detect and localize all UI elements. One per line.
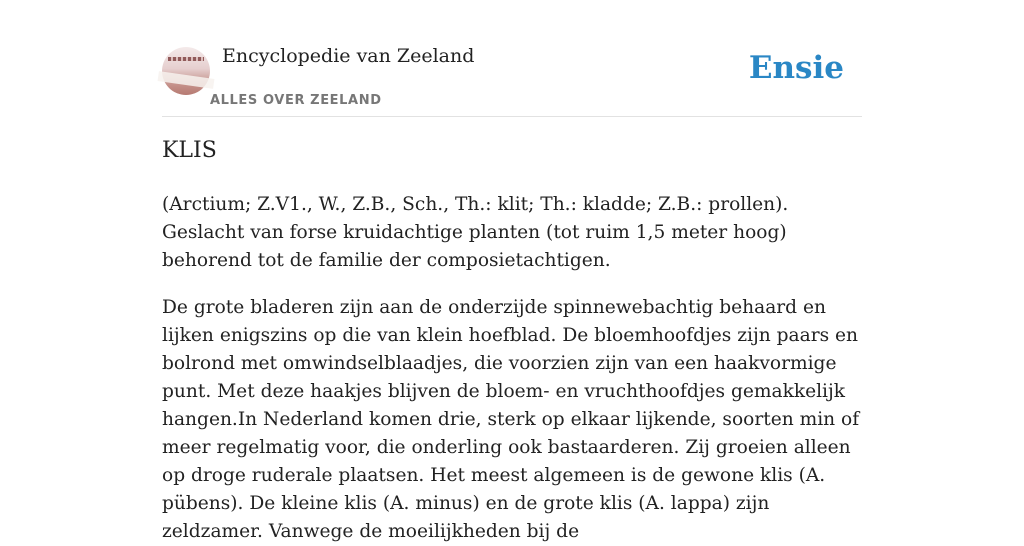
article-title: KLIS [162, 138, 217, 163]
encyclopedia-avatar[interactable] [162, 47, 210, 95]
article-paragraph: (Arctium; Z.V1., W., Z.B., Sch., Th.: klit; Th.: kladde; Z.B.: prollen). Geslacht van forse kruidachtige planten (tot ruim 1,5 meter hoog) behorend tot de familie der composietachtigen. [162, 194, 789, 271]
avatar-open-book-image [158, 71, 215, 89]
article [162, 138, 862, 546]
ensie-logo-link[interactable]: Ensie [748, 50, 844, 86]
avatar-book-stack-image [168, 57, 204, 61]
encyclopedia-title[interactable]: Encyclopedie van Zeeland [222, 45, 475, 67]
site-header [162, 40, 862, 117]
article-paragraph: De grote bladeren zijn aan de onderzijde spinnewebachtig behaard en lijken enigszins op die van klein hoefblad. De bloemhoofdjes zijn paars en bolrond met omwindselblaadjes, die voorzien zijn van een haakvormige punt. Met deze haakjes blijven de bloem- en vruchthoofdjes gemakkelijk hangen.In Nederland komen drie, sterk op elkaar lijkende, soorten min of meer regelmatig voor, die onderling ook bastaarderen. Zij groeien alleen op droge ruderale plaatsen. Het meest algemeen is de gewone klis (A. pübens). De kleine klis (A. minus) en de grote klis (A. lappa) zijn zeldzamer. Vanwege de moeilijkheden bij de [162, 297, 860, 542]
encyclopedia-subtitle: ALLES OVER ZEELAND [210, 93, 382, 108]
